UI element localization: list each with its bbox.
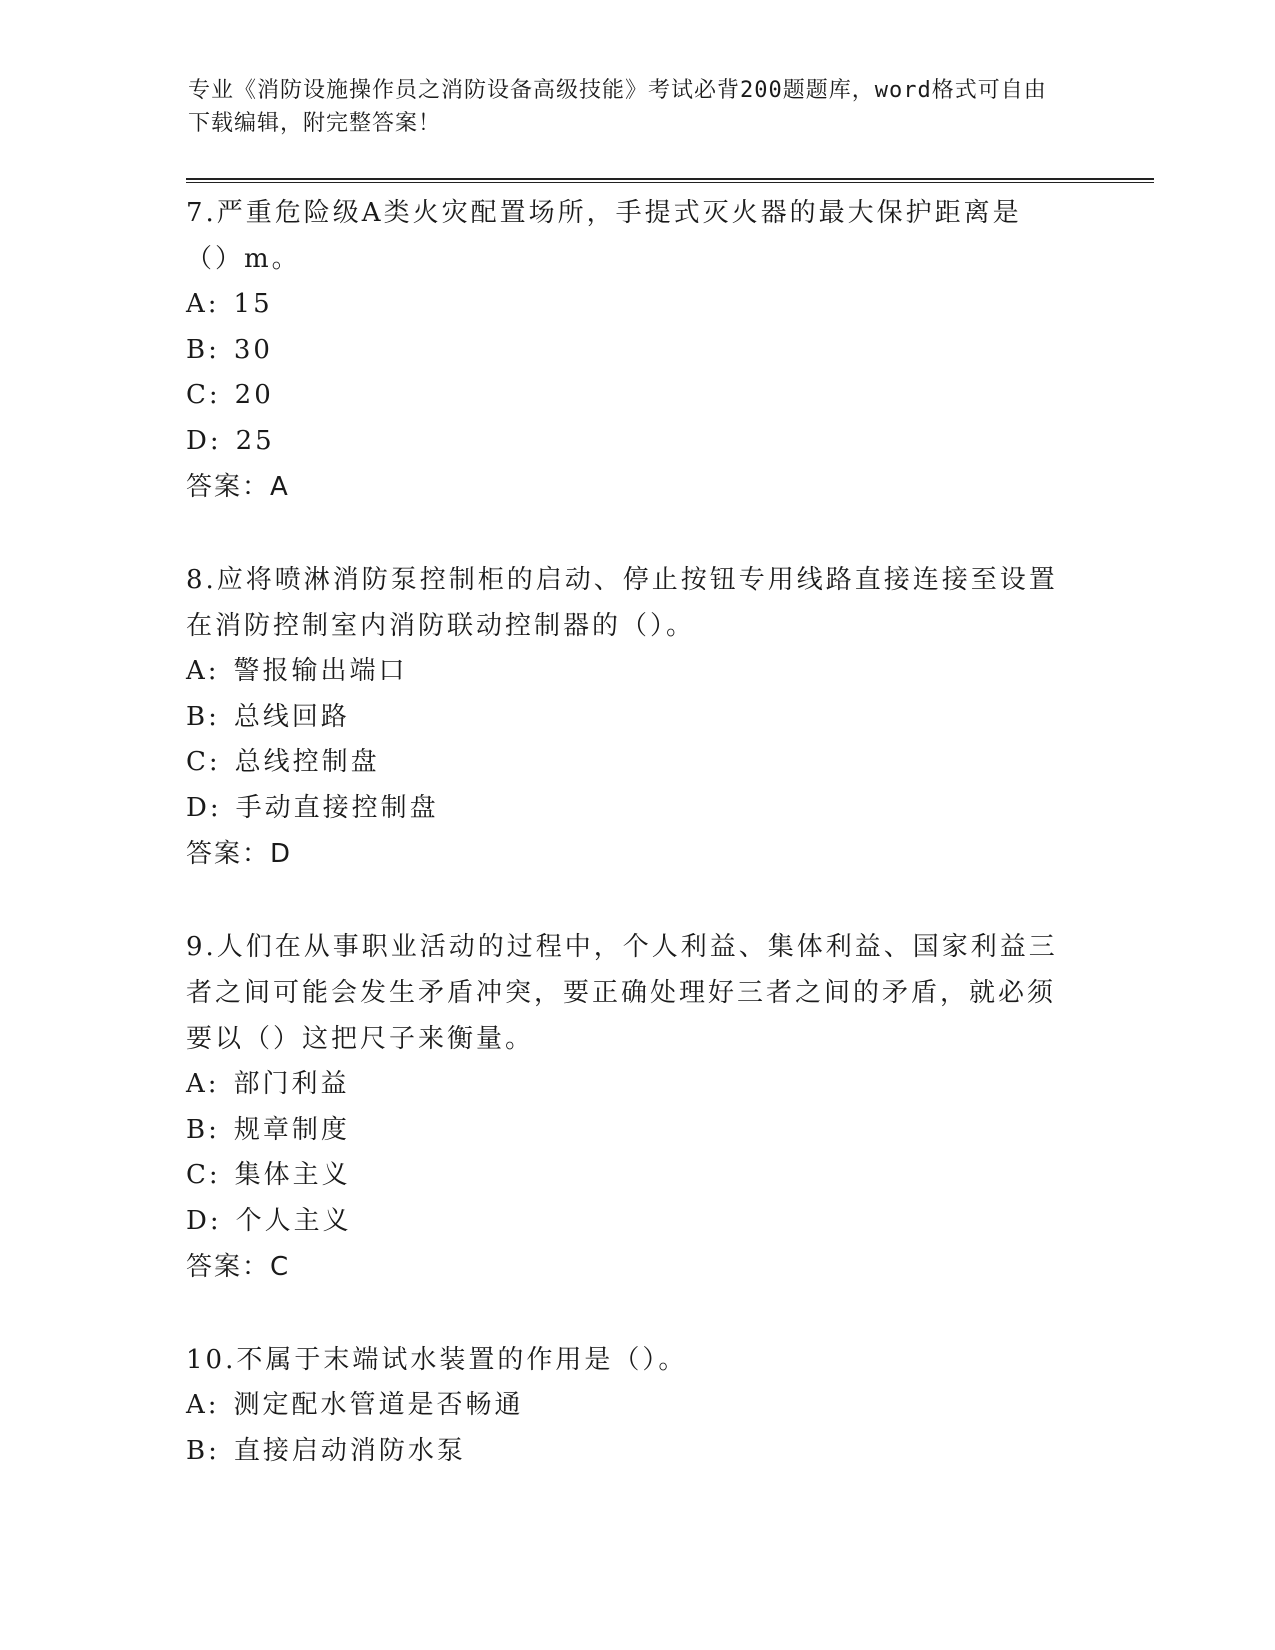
option-letter: A: bbox=[186, 1390, 220, 1420]
option-text: 15 bbox=[233, 289, 273, 319]
option-letter: B: bbox=[186, 1114, 220, 1145]
document-header: 专业《消防设施操作员之消防设备高级技能》考试必背200题题库，word格式可自由下载编辑，附完整答案！ bbox=[188, 78, 1047, 136]
option-d bbox=[186, 1199, 1066, 1245]
option-letter: D: bbox=[186, 1205, 222, 1236]
option-letter: D: bbox=[186, 425, 222, 456]
answer-line: 答案：D bbox=[186, 839, 293, 869]
option-c bbox=[186, 373, 1066, 419]
answer-line: 答案：C bbox=[186, 1252, 291, 1282]
option-a bbox=[186, 1383, 1066, 1429]
question-stem: 7.严重危险级A类火灾配置场所，手提式灭火器的最大保护距离是（）m。 bbox=[186, 198, 1022, 274]
option-text: 个人主义 bbox=[235, 1205, 352, 1236]
option-b bbox=[186, 695, 1066, 741]
option-text: 规章制度 bbox=[233, 1114, 350, 1145]
option-a bbox=[186, 282, 1066, 328]
question-stem: 10.不属于末端试水装置的作用是（）。 bbox=[186, 1345, 688, 1375]
option-text: 警报输出端口 bbox=[233, 656, 408, 686]
question-stem: 8.应将喷淋消防泵控制柜的启动、停止按钮专用线路直接连接至设置在消防控制室内消防联动控制器的（）。 bbox=[186, 565, 1058, 641]
option-text: 总线回路 bbox=[233, 701, 350, 732]
option-c bbox=[186, 740, 1066, 786]
option-letter: D: bbox=[186, 792, 222, 823]
option-letter: C: bbox=[186, 380, 221, 410]
option-letter: C: bbox=[186, 1160, 221, 1190]
option-a bbox=[186, 649, 1066, 695]
option-text: 集体主义 bbox=[234, 1160, 351, 1190]
option-b bbox=[186, 328, 1066, 374]
question-10 bbox=[186, 1337, 1066, 1474]
option-text: 直接启动消防水泵 bbox=[233, 1435, 466, 1466]
option-letter: B: bbox=[186, 701, 220, 732]
option-letter: B: bbox=[186, 334, 220, 365]
option-text: 25 bbox=[235, 425, 275, 456]
option-text: 手动直接控制盘 bbox=[235, 792, 439, 823]
question-stem: 9.人们在从事职业活动的过程中，个人利益、集体利益、国家利益三者之间可能会发生矛盾冲突，要正确处理好三者之间的矛盾，就必须要以（）这把尺子来衡量。 bbox=[186, 932, 1058, 1054]
option-b bbox=[186, 1108, 1066, 1154]
question-9 bbox=[186, 924, 1066, 1290]
option-text: 20 bbox=[234, 380, 274, 410]
option-text: 部门利益 bbox=[233, 1069, 350, 1099]
option-letter: C: bbox=[186, 747, 221, 777]
option-letter: A: bbox=[186, 289, 220, 319]
option-text: 测定配水管道是否畅通 bbox=[233, 1390, 524, 1420]
option-d bbox=[186, 786, 1066, 832]
question-8 bbox=[186, 557, 1066, 877]
answer-line: 答案：A bbox=[186, 472, 290, 502]
option-c bbox=[186, 1153, 1066, 1199]
question-list bbox=[186, 190, 1066, 1521]
option-b bbox=[186, 1429, 1066, 1475]
question-7 bbox=[186, 190, 1066, 510]
option-text: 30 bbox=[233, 334, 273, 365]
option-letter: A: bbox=[186, 1069, 220, 1099]
option-letter: A: bbox=[186, 656, 220, 686]
header-divider bbox=[186, 178, 1154, 183]
option-letter: B: bbox=[186, 1435, 220, 1466]
option-a bbox=[186, 1062, 1066, 1108]
option-d bbox=[186, 419, 1066, 465]
option-text: 总线控制盘 bbox=[234, 747, 380, 777]
